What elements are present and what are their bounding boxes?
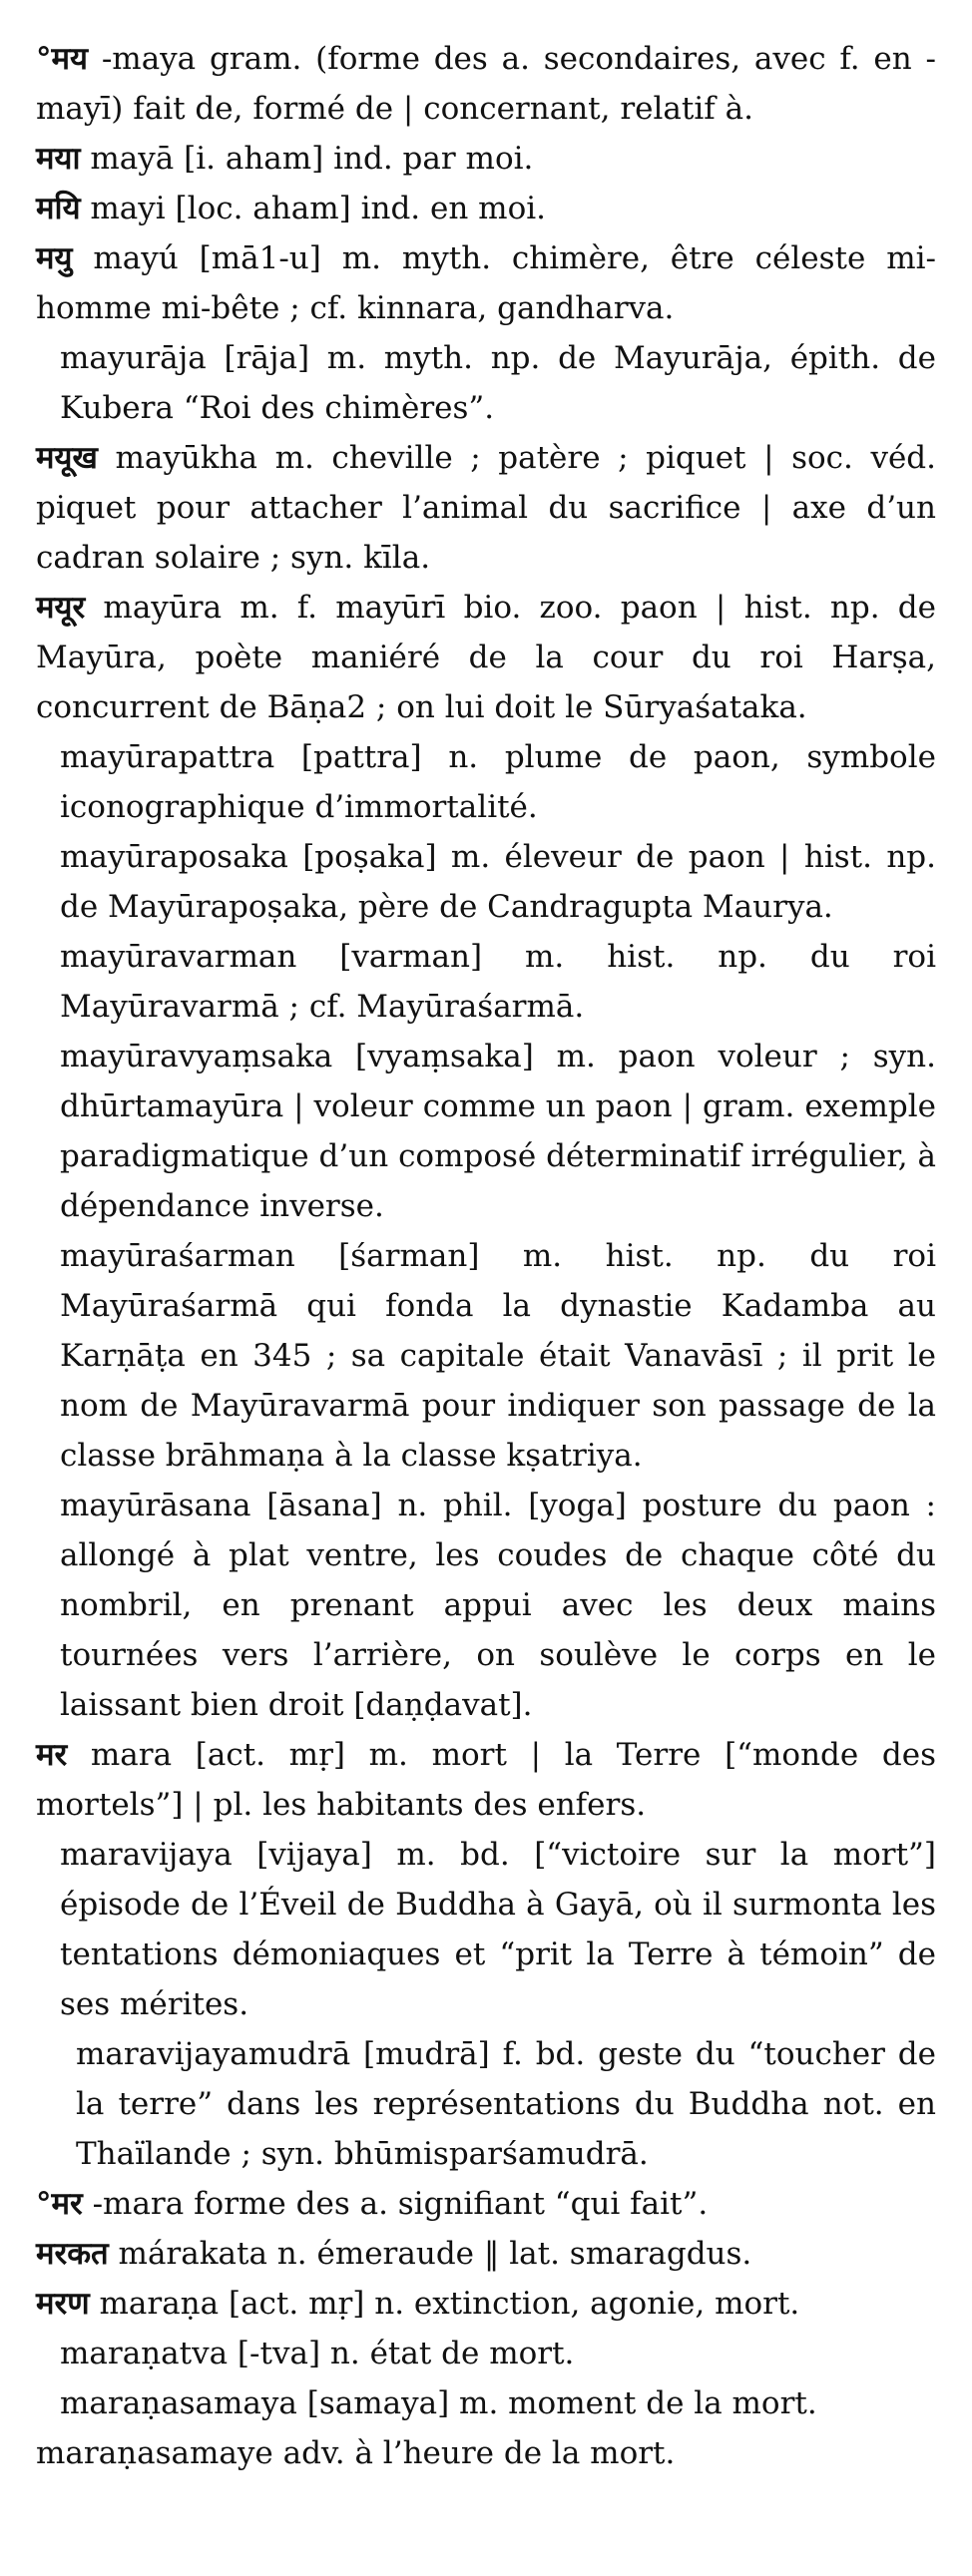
subentry-mayuravyamsaka: mayūravyaṃsaka [vyaṃsaka] m. paon voleur ; syn. dhūrtamayūra | voleur comme un paon | gram. exemple paradigmatique d’un composé déterminatif irrégulier, à dépendance inverse. [60, 1039, 936, 1224]
subentry-mayurasarman: mayūraśarman [śarman] m. hist. np. du roi Mayūraśarmā qui fonda la dynastie Kadamba au Karṇāṭa en 345 ; sa capitale était Vanavāsī ; il prit le nom de Mayūravarmā pour indiquer son passage de la classe brāhmaṇa à la classe kṣatriya. [60, 1238, 936, 1474]
subentry-maranatva: maraṇatva [-tva] n. état de mort. [60, 2336, 575, 2371]
subentry-maravijayamudra: maravijayamudrā [mudrā] f. bd. geste du “toucher de la terre” dans les représentations du Buddha not. en Thaïlande ; syn. bhūmisparśamudrā. [76, 2036, 936, 2172]
headword-devanagari: मयु [36, 240, 73, 276]
entry-mara [36, 1730, 936, 1830]
subentry-mayurapattra: mayūrapattra [pattra] n. plume de paon, symbole iconographique d’immortalité. [60, 739, 936, 825]
entry-marana [36, 2279, 936, 2329]
entry-mayukha [36, 433, 936, 583]
entry-text: márakata n. émeraude ‖ lat. smaragdus. [108, 2236, 752, 2272]
entry-text: mayūra m. f. mayūrī bio. zoo. paon | hist. np. de Mayūra, poète maniéré de la cour du roi Harṣa, concurrent de Bāṇa2 ; on lui doit le Sūryaśataka. [36, 590, 936, 725]
headword-devanagari: मर [36, 1737, 68, 1773]
entry-text: -mara forme des a. signifiant “qui fait”. [82, 2186, 709, 2222]
entry-text: mayūkha m. cheville ; patère ; piquet | soc. véd. piquet pour attacher l’animal du sacrifice | axe d’un cadran solaire ; syn. kīla. [36, 440, 936, 576]
entry-mayi [36, 184, 936, 233]
subentry-mayuraja: mayurāja [rāja] m. myth. np. de Mayurāja, épith. de Kubera “Roi des chimères”. [60, 340, 936, 426]
subentry-maravijaya: maravijaya [vijaya] m. bd. [“victoire sur la mort”] épisode de l’Éveil de Buddha à Gayā, où il surmonta les tentations démoniaques et “prit la Terre à témoin” de ses mérites. [60, 1837, 936, 2022]
subentry-mayurasana: mayūrāsana [āsana] n. phil. [yoga] posture du paon : allongé à plat ventre, les coudes de chaque côté du nombril, en prenant appui avec les deux mains tournées vers l’arrière, on soulève le corps en le laissant bien droit [daṇḍavat]. [60, 1488, 936, 1723]
entry-maya-suffix [36, 34, 936, 134]
headword-devanagari: मयूर [36, 590, 86, 626]
headword-devanagari: मयूख [36, 440, 98, 476]
subentry-mayuravarman: mayūravarman [varman] m. hist. np. du roi Mayūravarmā ; cf. Mayūraśarmā. [60, 939, 936, 1025]
subentry-maranasamaye: maraṇasamaye adv. à l’heure de la mort. [36, 2435, 676, 2471]
headword-devanagari: मरण [36, 2286, 90, 2322]
entry-maya [36, 134, 936, 184]
headword-devanagari: मयि [36, 191, 81, 226]
entry-text: mayú [mā1-u] m. myth. chimère, être céleste mi-homme mi-bête ; cf. kinnara, gandharva. [36, 240, 936, 326]
entry-text: -maya gram. (forme des a. secondaires, avec f. en -mayī) fait de, formé de | concernant, relatif à. [36, 41, 936, 127]
headword-devanagari: °मर [36, 2186, 83, 2222]
entry-text: mayā [i. aham] ind. par moi. [80, 141, 534, 177]
entry-mara-suffix [36, 2179, 936, 2229]
entry-text: mara [act. mṛ] m. mort | la Terre [“monde des mortels”] | pl. les habitants des enfers. [36, 1737, 936, 1823]
entry-mayu [36, 233, 936, 333]
entry-marakata [36, 2229, 936, 2279]
headword-devanagari: °मय [36, 41, 89, 77]
entry-text: mayi [loc. aham] ind. en moi. [80, 191, 546, 226]
headword-devanagari: मया [36, 141, 81, 177]
subentry-maranasamaya: maraṇasamaya [samaya] m. moment de la mort. [60, 2385, 817, 2421]
entry-mayura [36, 583, 936, 732]
subentry-mayuraposaka: mayūraposaka [poṣaka] m. éleveur de paon | hist. np. de Mayūrapoṣaka, père de Candragupta Maurya. [60, 839, 936, 925]
entry-text: maraṇa [act. mṛ] n. extinction, agonie, mort. [89, 2286, 800, 2322]
headword-devanagari: मरकत [36, 2236, 109, 2272]
